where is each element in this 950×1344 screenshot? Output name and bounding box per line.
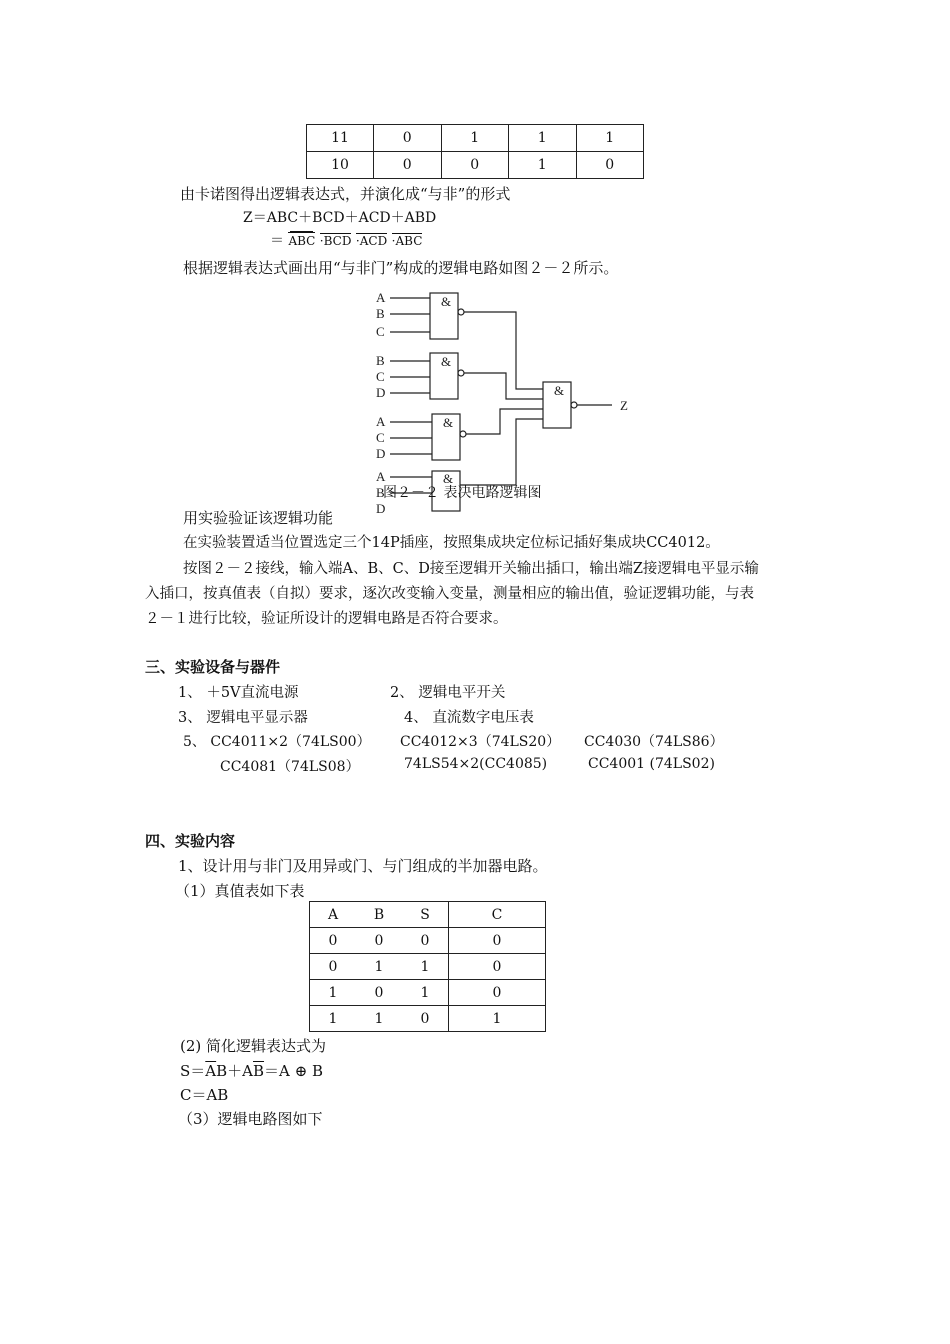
input-label: D	[376, 385, 386, 400]
task-1: 1、设计用与非门及用异或门、与门组成的半加器电路。	[178, 857, 548, 875]
truth-table-cell: 0	[310, 928, 357, 954]
sum-a-bar: $\overline{A}$	[205, 1062, 217, 1080]
equipment-5c: CC4030（74LS86）	[584, 734, 724, 750]
truth-table-header: A	[310, 902, 357, 928]
carry-expression: C＝AB	[180, 1086, 229, 1104]
truth-table-cell: 0	[402, 1006, 449, 1032]
section-3-title: 三、实验设备与器件	[145, 658, 281, 676]
equipment-5d: CC4081（74LS08）	[220, 759, 360, 775]
kmap-cell: 1	[509, 152, 577, 179]
kmap-cell: 0	[441, 152, 509, 179]
input-label: B	[376, 353, 385, 368]
truth-table-header: S	[402, 902, 449, 928]
equipment-5b: CC4012×3（74LS20）	[400, 734, 561, 750]
truth-table-header: B	[356, 902, 402, 928]
equipment-5e: 74LS54×2(CC4085)	[404, 756, 548, 772]
sum-prefix: S＝	[180, 1062, 206, 1080]
truth-table-cell: 0	[310, 954, 357, 980]
truth-table-cell: 1	[402, 954, 449, 980]
truth-table-header: C	[449, 902, 546, 928]
voting-circuit-diagram	[360, 285, 660, 515]
truth-table-cell: 0	[356, 980, 402, 1006]
truth-table-cell: 0	[449, 980, 546, 1006]
output-label: Z	[620, 398, 628, 413]
kmap-cell: 0	[576, 152, 644, 179]
verify-paragraph-2-line-1: 按图２－２接线，输入端A、B、C、D接至逻辑开关输出插口，输出端Z接逻辑电平显示输	[183, 561, 759, 577]
input-label: A	[376, 469, 386, 484]
equipment-5f: CC4001 (74LS02)	[588, 756, 715, 772]
input-label: C	[376, 430, 385, 445]
input-label: C	[376, 369, 385, 384]
nand-term: ·BCD	[319, 234, 352, 248]
input-label: D	[376, 446, 386, 461]
gate-symbol: &	[443, 471, 454, 486]
equipment-1: 1、 ＋5V直流电源	[178, 685, 299, 701]
truth-table-cell: 0	[449, 928, 546, 954]
sum-plus: ＋A	[227, 1062, 253, 1080]
verify-paragraph-2-line-3: ２－１进行比较，验证所设计的逻辑电路是否符合要求。	[145, 611, 508, 627]
task-1-step-1: （1）真值表如下表	[175, 882, 305, 900]
kmap-cell: 1	[509, 125, 577, 152]
equipment-3: 3、 逻辑电平显示器	[178, 710, 308, 726]
truth-table-cell: 0	[449, 954, 546, 980]
truth-table-cell: 1	[356, 1006, 402, 1032]
sum-tail: ＝A ⊕ B	[264, 1062, 323, 1080]
truth-table-cell: 1	[310, 980, 357, 1006]
section-4-title: 四、实验内容	[145, 832, 236, 850]
kmap-cell: 1	[576, 125, 644, 152]
verify-title: 用实验验证该逻辑功能	[183, 509, 334, 527]
figure-caption: 图２－２ 表决电路逻辑图	[383, 485, 542, 501]
kmap-row-code: 10	[307, 152, 374, 179]
truth-table-cell: 1	[449, 1006, 546, 1032]
input-label: A	[376, 414, 386, 429]
equipment-5a: 5、 CC4011×2（74LS00）	[183, 734, 371, 750]
kmap-cell: 1	[441, 125, 509, 152]
sum-b-bar: $\overline{B}$	[253, 1062, 265, 1080]
truth-table-cell: 1	[310, 1006, 357, 1032]
input-label: A	[376, 290, 386, 305]
task-1-step-2: (2) 简化逻辑表达式为	[180, 1037, 327, 1055]
nand-term: ABC	[288, 234, 316, 248]
equipment-2: 2、 逻辑电平开关	[390, 685, 506, 701]
truth-table-cell: 0	[402, 928, 449, 954]
input-label: B	[376, 306, 385, 321]
gate-symbol: &	[441, 354, 452, 369]
kmap-table	[306, 124, 644, 179]
truth-table-cell: 1	[356, 954, 402, 980]
input-label: C	[376, 324, 385, 339]
kmap-row-code: 11	[307, 125, 374, 152]
kmap-cell: 0	[374, 125, 442, 152]
input-label: B	[376, 485, 385, 500]
sum-b: B	[216, 1062, 228, 1080]
equipment-4: 4、 直流数字电压表	[404, 710, 534, 726]
expression-2	[270, 230, 422, 250]
task-1-step-3: （3）逻辑电路图如下	[178, 1110, 323, 1128]
gate-symbol: &	[554, 383, 565, 398]
sum-expression	[180, 1060, 323, 1081]
expression-1: Z＝ABC＋BCD＋ACD＋ABD	[243, 210, 437, 226]
truth-table-cell: 0	[356, 928, 402, 954]
kmap-cell: 0	[374, 152, 442, 179]
circuit-intro: 根据逻辑表达式画出用“与非门”构成的逻辑电路如图２－２所示。	[183, 259, 619, 277]
input-label: D	[376, 501, 386, 515]
gate-symbol: &	[443, 415, 454, 430]
expr2-equals: ＝	[270, 233, 284, 249]
kmap-intro: 由卡诺图得出逻辑表达式，并演化成“与非”的形式	[180, 185, 511, 203]
verify-paragraph-1: 在实验装置适当位置选定三个14P插座，按照集成块定位标记插好集成块CC4012。	[183, 535, 720, 551]
nand-term: ·ABC	[391, 234, 423, 248]
gate-symbol: &	[441, 294, 452, 309]
truth-table	[309, 901, 546, 1032]
verify-paragraph-2-line-2: 入插口，按真值表（自拟）要求，逐次改变输入变量，测量相应的输出值，验证逻辑功能，与表	[145, 586, 754, 602]
truth-table-cell: 1	[402, 980, 449, 1006]
nand-term: ·ACD	[355, 234, 388, 248]
